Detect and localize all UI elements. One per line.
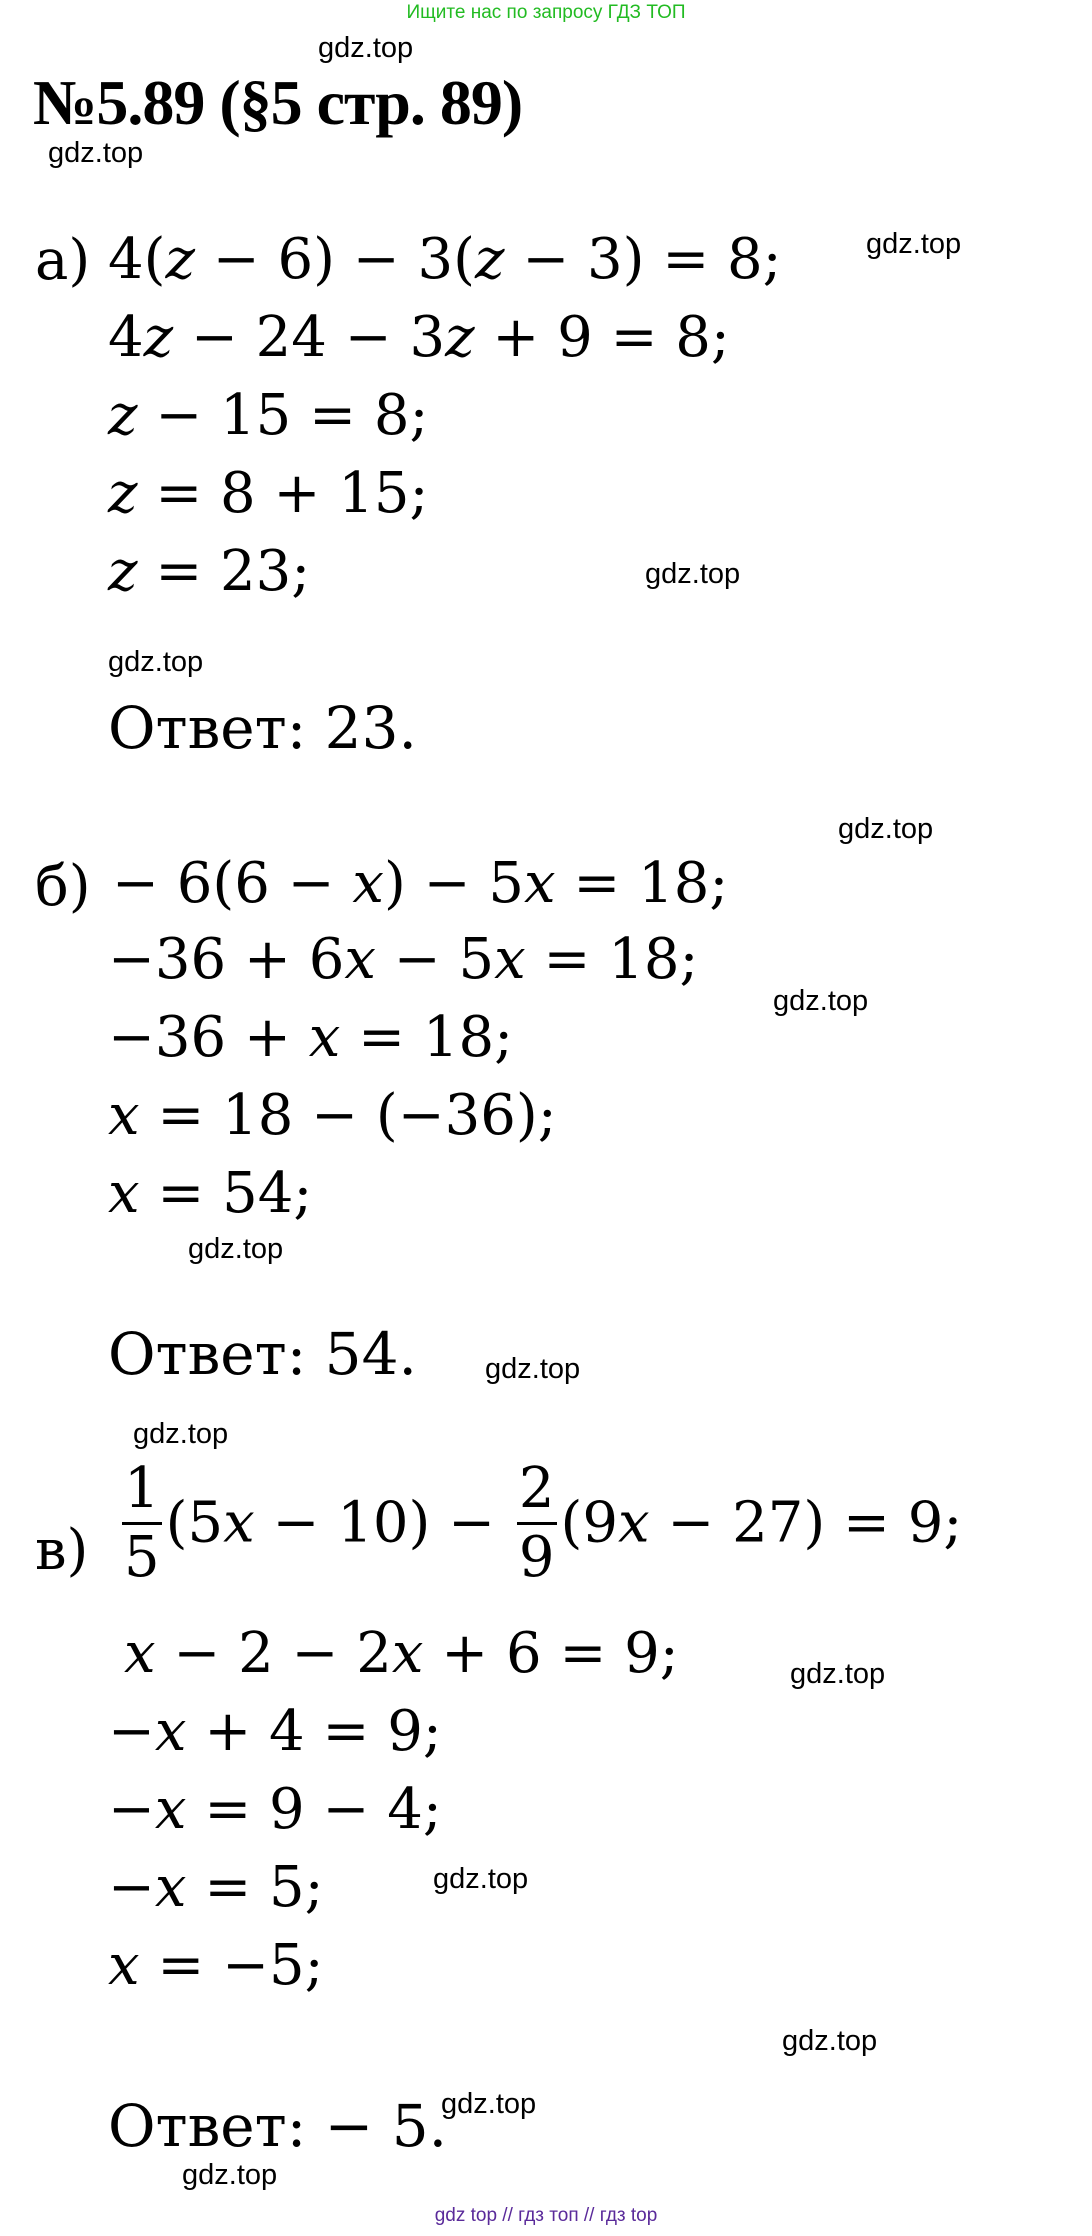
watermark: gdz.top	[188, 1233, 284, 1265]
watermark: gdz.top	[48, 137, 144, 169]
part-c-line-2: x − 2 − 2x + 6 = 9;	[124, 1621, 679, 1686]
part-c-line-1-first-term: (5x − 10) −	[165, 1490, 496, 1556]
part-c-line-3: −x + 4 = 9;	[108, 1699, 442, 1764]
fraction-denominator: 9	[518, 1524, 555, 1590]
part-a-answer: Ответ: 23.	[108, 694, 417, 762]
fraction-denominator: 5	[124, 1524, 160, 1590]
part-b-line-2: −36 + 6x − 5x = 18;	[108, 927, 699, 992]
top-banner[interactable]: Ищите нас по запросу ГДЗ ТОП	[406, 2, 686, 23]
watermark: gdz.top	[182, 2159, 278, 2191]
part-b-line-1: − 6(6 − x) − 5x = 18;	[112, 851, 729, 916]
watermark: gdz.top	[108, 646, 204, 678]
watermark: gdz.top	[866, 228, 962, 260]
part-b-line-3: −36 + x = 18;	[108, 1005, 513, 1070]
watermark: gdz.top	[773, 985, 869, 1017]
part-b-label: б)	[35, 854, 91, 919]
fraction-two-ninths	[517, 1458, 557, 1588]
page-title: №5.89 (§5 стр. 89)	[33, 67, 523, 138]
part-a-line-5: z = 23;	[108, 539, 311, 604]
watermark: gdz.top	[838, 813, 934, 845]
part-c-line-4: −x = 9 − 4;	[108, 1777, 442, 1842]
watermark: gdz.top	[133, 1418, 229, 1450]
watermark: gdz.top	[441, 2088, 537, 2120]
watermark: gdz.top	[790, 1658, 886, 1690]
fraction-one-fifth	[122, 1458, 162, 1588]
part-a-line-4: z = 8 + 15;	[108, 461, 429, 526]
fraction-numerator: 1	[122, 1458, 162, 1525]
part-c-line-5: −x = 5;	[108, 1855, 324, 1920]
footer-links[interactable]: gdz top // гдз топ // гдз top	[434, 2205, 658, 2226]
part-b-line-5: x = 54;	[108, 1161, 313, 1226]
part-c-line-1-second-term: (9x − 27) = 9;	[560, 1490, 963, 1556]
watermark: gdz.top	[782, 2025, 878, 2057]
part-c-line-6: x = −5;	[108, 1933, 324, 1998]
watermark: gdz.top	[433, 1863, 529, 1895]
part-a-line-2: 4z − 24 − 3z + 9 = 8;	[108, 305, 730, 370]
part-b-answer: Ответ: 54.	[108, 1320, 417, 1388]
watermark: gdz.top	[645, 558, 741, 590]
part-a-line-3: z − 15 = 8;	[108, 383, 429, 448]
part-b-line-4: x = 18 − (−36);	[108, 1083, 557, 1148]
part-c-line-1	[118, 1456, 963, 1592]
part-a-line-1: 4(z − 6) − 3(z − 3) = 8;	[108, 227, 782, 292]
part-c-label: в)	[35, 1518, 89, 1583]
fraction-numerator: 2	[517, 1458, 557, 1525]
part-c-answer: Ответ: − 5.	[108, 2092, 448, 2160]
part-a-label: а)	[35, 228, 91, 293]
watermark: gdz.top	[318, 32, 414, 64]
watermark: gdz.top	[485, 1353, 581, 1385]
